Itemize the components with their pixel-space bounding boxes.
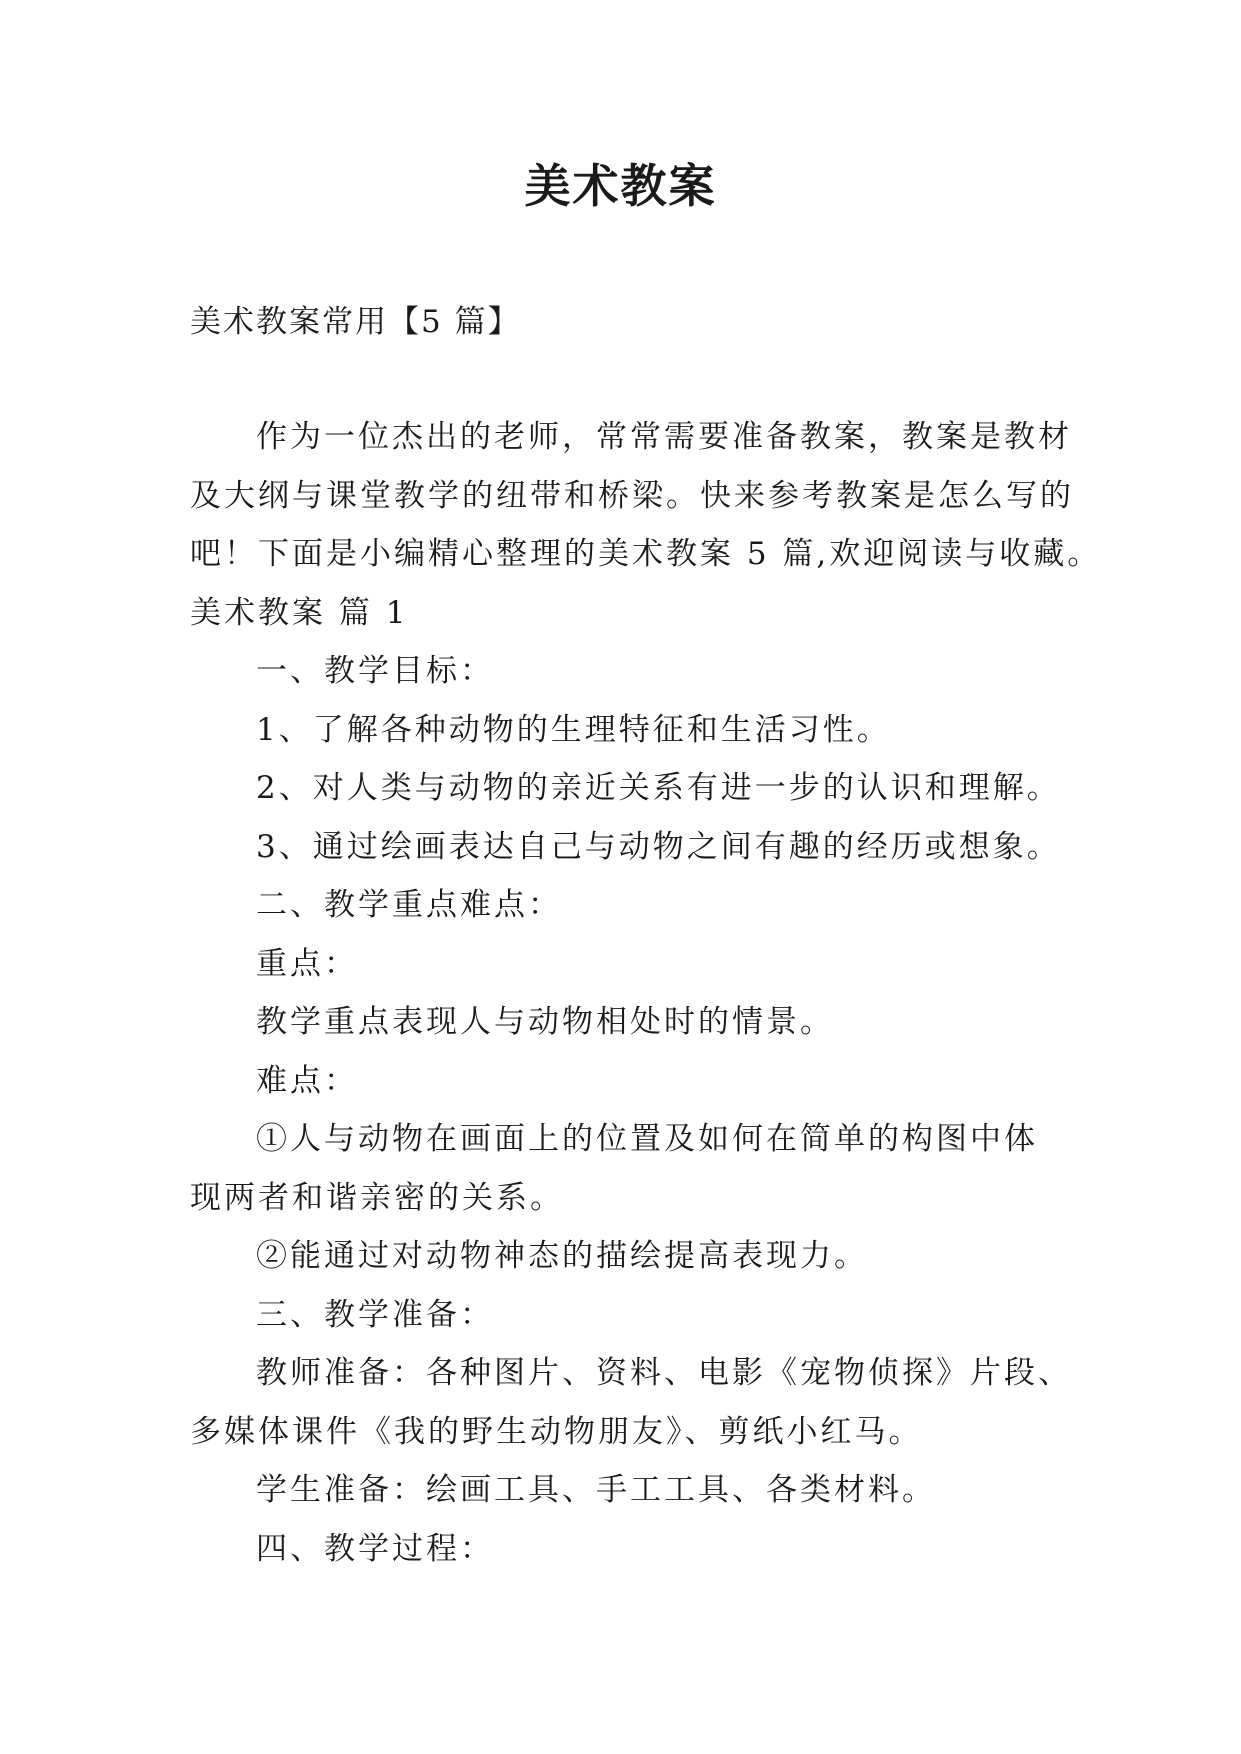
- body-line: 一、教学目标：: [256, 653, 494, 689]
- body-line: 作为一位杰出的老师，常常需要准备教案，教案是教材: [256, 419, 1072, 455]
- body-line: 重点：: [256, 945, 358, 982]
- body-line: 吧！下面是小编精心整理的美术教案 5 篇,欢迎阅读与收藏。: [190, 536, 1102, 572]
- body-line: 2、对人类与动物的亲近关系有进一步的认识和理解。: [256, 770, 1061, 806]
- body-line: 及大纲与课堂教学的纽带和桥梁。快来参考教案是怎么写的: [190, 477, 1074, 514]
- body-line: 二、教学重点难点：: [256, 887, 562, 923]
- body-line: 多媒体课件《我的野生动物朋友》、剪纸小红马。: [190, 1413, 923, 1450]
- body-line: 学生准备：绘画工具、手工工具、各类材料。: [256, 1472, 936, 1508]
- body-line: 教学重点表现人与动物相处时的情景。: [256, 1004, 834, 1040]
- body-line: 3、通过绘画表达自己与动物之间有趣的经历或想象。: [256, 828, 1061, 865]
- body-line: 四、教学过程：: [256, 1530, 494, 1567]
- body-line: 难点：: [256, 1062, 358, 1099]
- body-line: 1、了解各种动物的生理特征和生活习性。: [256, 711, 891, 748]
- body-line: 现两者和谐亲密的关系。: [190, 1179, 564, 1216]
- body-line: ①人与动物在画面上的位置及如何在简单的构图中体: [256, 1121, 1038, 1157]
- document-body: [190, 408, 1102, 1578]
- body-line: 三、教学准备：: [256, 1296, 494, 1333]
- document-subtitle: 美术教案常用【5 篇】: [190, 304, 521, 340]
- page-title: 美术教案: [524, 159, 717, 213]
- section-heading: 美术教案 篇 1: [190, 594, 409, 631]
- body-line: ②能通过对动物神态的描绘提高表现力。: [256, 1238, 868, 1274]
- body-line: 教师准备：各种图片、资料、电影《宠物侦探》片段、: [256, 1355, 1072, 1391]
